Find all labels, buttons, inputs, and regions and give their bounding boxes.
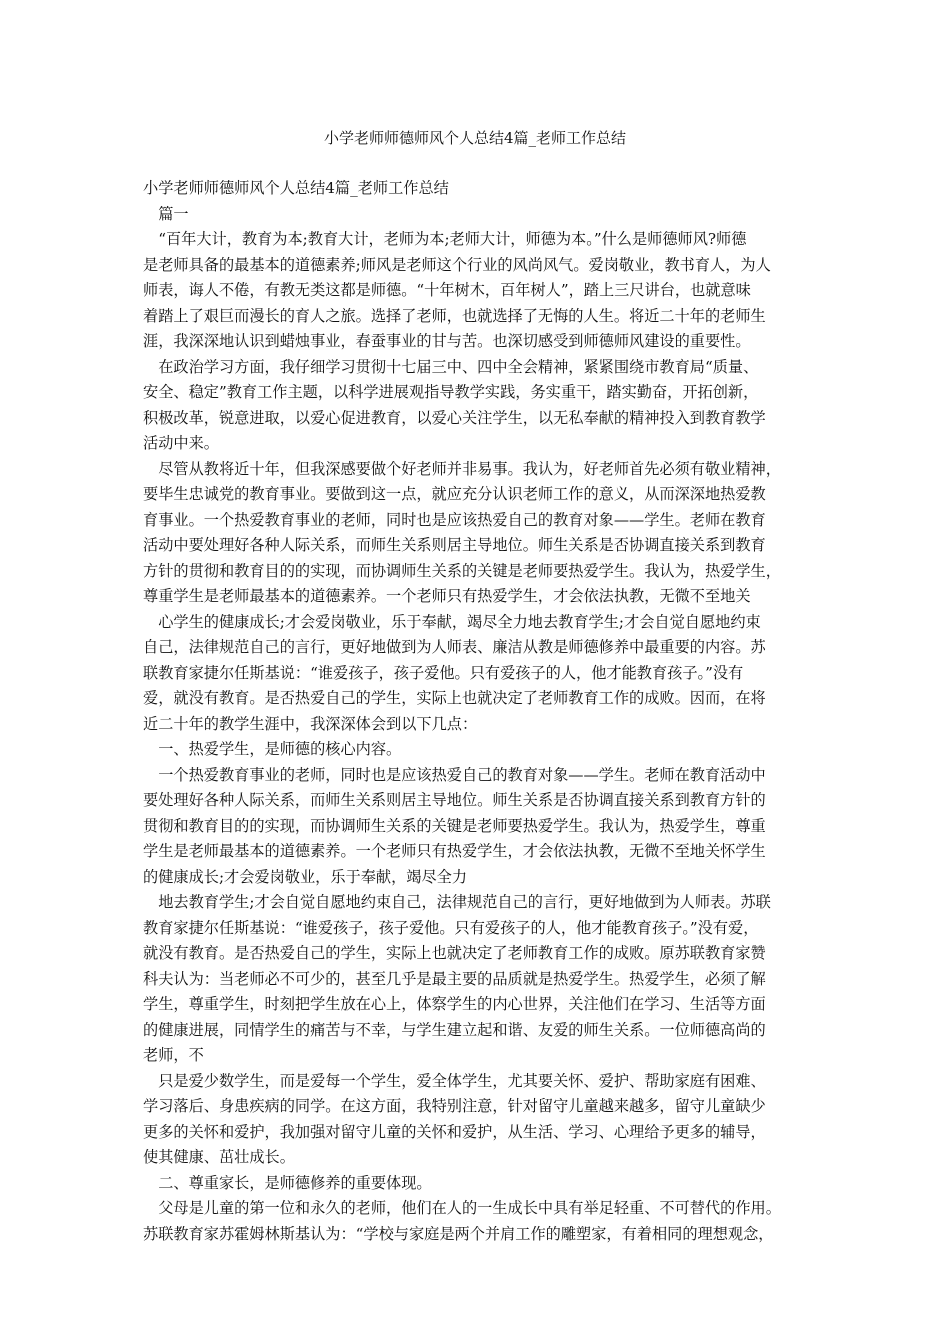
text-line: 学习落后、身患疾病的同学。在这方面，我特别注意，针对留守儿童越来越多，留守儿童缺少 <box>143 1097 766 1115</box>
text-line: 贯彻和教育目的的实现，而协调师生关系的关键是老师要热爱学生。我认为，热爱学生，尊重 <box>143 816 766 835</box>
text-line: 科夫认为：当老师必不可少的，甚至几乎是最主要的品质就是热爱学生。热爱学生，必须了解 <box>143 969 766 988</box>
text-line: 老师，不 <box>143 1046 204 1064</box>
document-body <box>143 176 810 1247</box>
text-line: 就没有教育。是否热爱自己的学生，实际上也就决定了老师教育工作的成败。原苏联教育家赞 <box>143 944 766 962</box>
text-line: 着踏上了艰巨而漫长的育人之旅。选择了老师，也就选择了无悔的人生。将近二十年的老师生 <box>143 306 766 325</box>
text-line: 只是爱少数学生，而是爱每一个学生，爱全体学生，尤其要关怀、爱护、帮助家庭有困难、 <box>143 1071 766 1090</box>
text-line: 尊重学生是老师最基本的道德素养。一个老师只有热爱学生，才会依法执教，无微不至地关 <box>143 587 751 605</box>
text-line: 使其健康、茁壮成长。 <box>143 1148 295 1166</box>
text-line: 二、尊重家长，是师德修养的重要体现。 <box>143 1173 432 1192</box>
text-line: 积极改革，锐意进取，以爱心促进教育，以爱心关注学生，以无私奉献的精神投入到教育教学 <box>143 408 766 427</box>
text-line: 一、热爱学生，是师德的核心内容。 <box>143 740 402 758</box>
text-line: 篇一 <box>143 204 189 223</box>
text-line: 在政治学习方面，我仔细学习贯彻十七届三中、四中全会精神，紧紧围绕市教育局“质量、 <box>143 357 759 376</box>
text-line: 爱，就没有教育。是否热爱自己的学生，实际上也就决定了老师教育工作的成败。因而，在将 <box>143 689 766 707</box>
text-line: 尽管从教将近十年，但我深感要做个好老师并非易事。我认为，好老师首先必须有敬业精神， <box>143 459 781 478</box>
text-line: 活动中来。 <box>143 434 219 452</box>
text-line: 近二十年的教学生涯中，我深深体会到以下几点： <box>143 714 478 733</box>
page-title: 小学老师师德师风个人总结4篇_老师工作总结 <box>323 129 627 147</box>
text-line: 一个热爱教育事业的老师，同时也是应该热爱自己的教育对象——学生。老师在教育活动中 <box>143 765 766 784</box>
text-line: 的健康成长;才会爱岗敬业，乐于奉献，竭尽全力 <box>143 867 468 886</box>
text-line: 是老师具备的最基本的道德素养;师风是老师这个行业的风尚风气。爱岗敬业，教书育人，为人 <box>143 255 771 274</box>
text-line: 小学老师师德师风个人总结4篇_老师工作总结 <box>143 179 449 197</box>
text-line: 自己，法律规范自己的言行，更好地做到为人师表、廉洁从教是师德修养中最重要的内容。苏 <box>143 638 766 656</box>
text-line: 心学生的健康成长;才会爱岗敬业，乐于奉献，竭尽全力地去教育学生;才会自觉自愿地约束 <box>143 612 761 631</box>
text-line: 要处理好各种人际关系，而师生关系则居主导地位。师生关系是否协调直接关系到教育方针的 <box>143 791 766 809</box>
text-line: 活动中要处理好各种人际关系，而师生关系则居主导地位。师生关系是否协调直接关系到教育 <box>143 536 766 554</box>
text-line: 要毕生忠诚党的教育事业。要做到这一点，就应充分认识老师工作的意义，从而深深地热爱教 <box>143 485 766 503</box>
text-line: 学生，尊重学生，时刻把学生放在心上，体察学生的内心世界，关注他们在学习、生活等方面 <box>143 995 766 1013</box>
text-line: 更多的关怀和爱护，我加强对留守儿童的关怀和爱护，从生活、学习、心理给予更多的辅导， <box>143 1122 766 1141</box>
text-line: 父母是儿童的第一位和永久的老师，他们在人的一生成长中具有举足轻重、不可替代的作用。 <box>143 1199 781 1217</box>
text-line: 师表，诲人不倦，有教无类这都是师德。“十年树木，百年树人”，踏上三尺讲台，也就意味 <box>143 281 751 299</box>
text-line: 地去教育学生;才会自觉自愿地约束自己，法律规范自己的言行，更好地做到为人师表。苏联 <box>143 893 771 911</box>
text-line: 的健康进展，同情学生的痛苦与不幸，与学生建立起和谐、友爱的师生关系。一位师德高尚的 <box>143 1020 766 1039</box>
text-line: 学生是老师最基本的道德素养。一个老师只有热爱学生，才会依法执教，无微不至地关怀学生 <box>143 842 766 860</box>
text-line: “百年大计，教育为本;教育大计，老师为本;老师大计，师德为本。”什么是师德师风?师德 <box>143 230 747 248</box>
text-line: 苏联教育家苏霍姆林斯基认为：“学校与家庭是两个并肩工作的雕塑家，有着相同的理想观念， <box>143 1224 774 1243</box>
text-line: 联教育家捷尔任斯基说：“谁爱孩子，孩子爱他。只有爱孩子的人，他才能教育孩子。”没有 <box>143 663 744 682</box>
text-line: 教育家捷尔任斯基说：“谁爱孩子，孩子爱他。只有爱孩子的人，他才能教育孩子。”没有爱， <box>143 918 759 937</box>
text-line: 安全、稳定”教育工作主题，以科学进展观指导教学实践，务实重干，踏实勤奋，开拓创新， <box>143 383 759 401</box>
text-line: 涯，我深深地认识到蜡烛事业，春蚕事业的甘与苦。也深切感受到师德师风建设的重要性。 <box>143 332 751 350</box>
text-line: 育事业。一个热爱教育事业的老师，同时也是应该热爱自己的教育对象——学生。老师在教育 <box>143 510 766 529</box>
text-line: 方针的贯彻和教育目的的实现，而协调师生关系的关键是老师要热爱学生。我认为，热爱学生， <box>143 561 781 580</box>
